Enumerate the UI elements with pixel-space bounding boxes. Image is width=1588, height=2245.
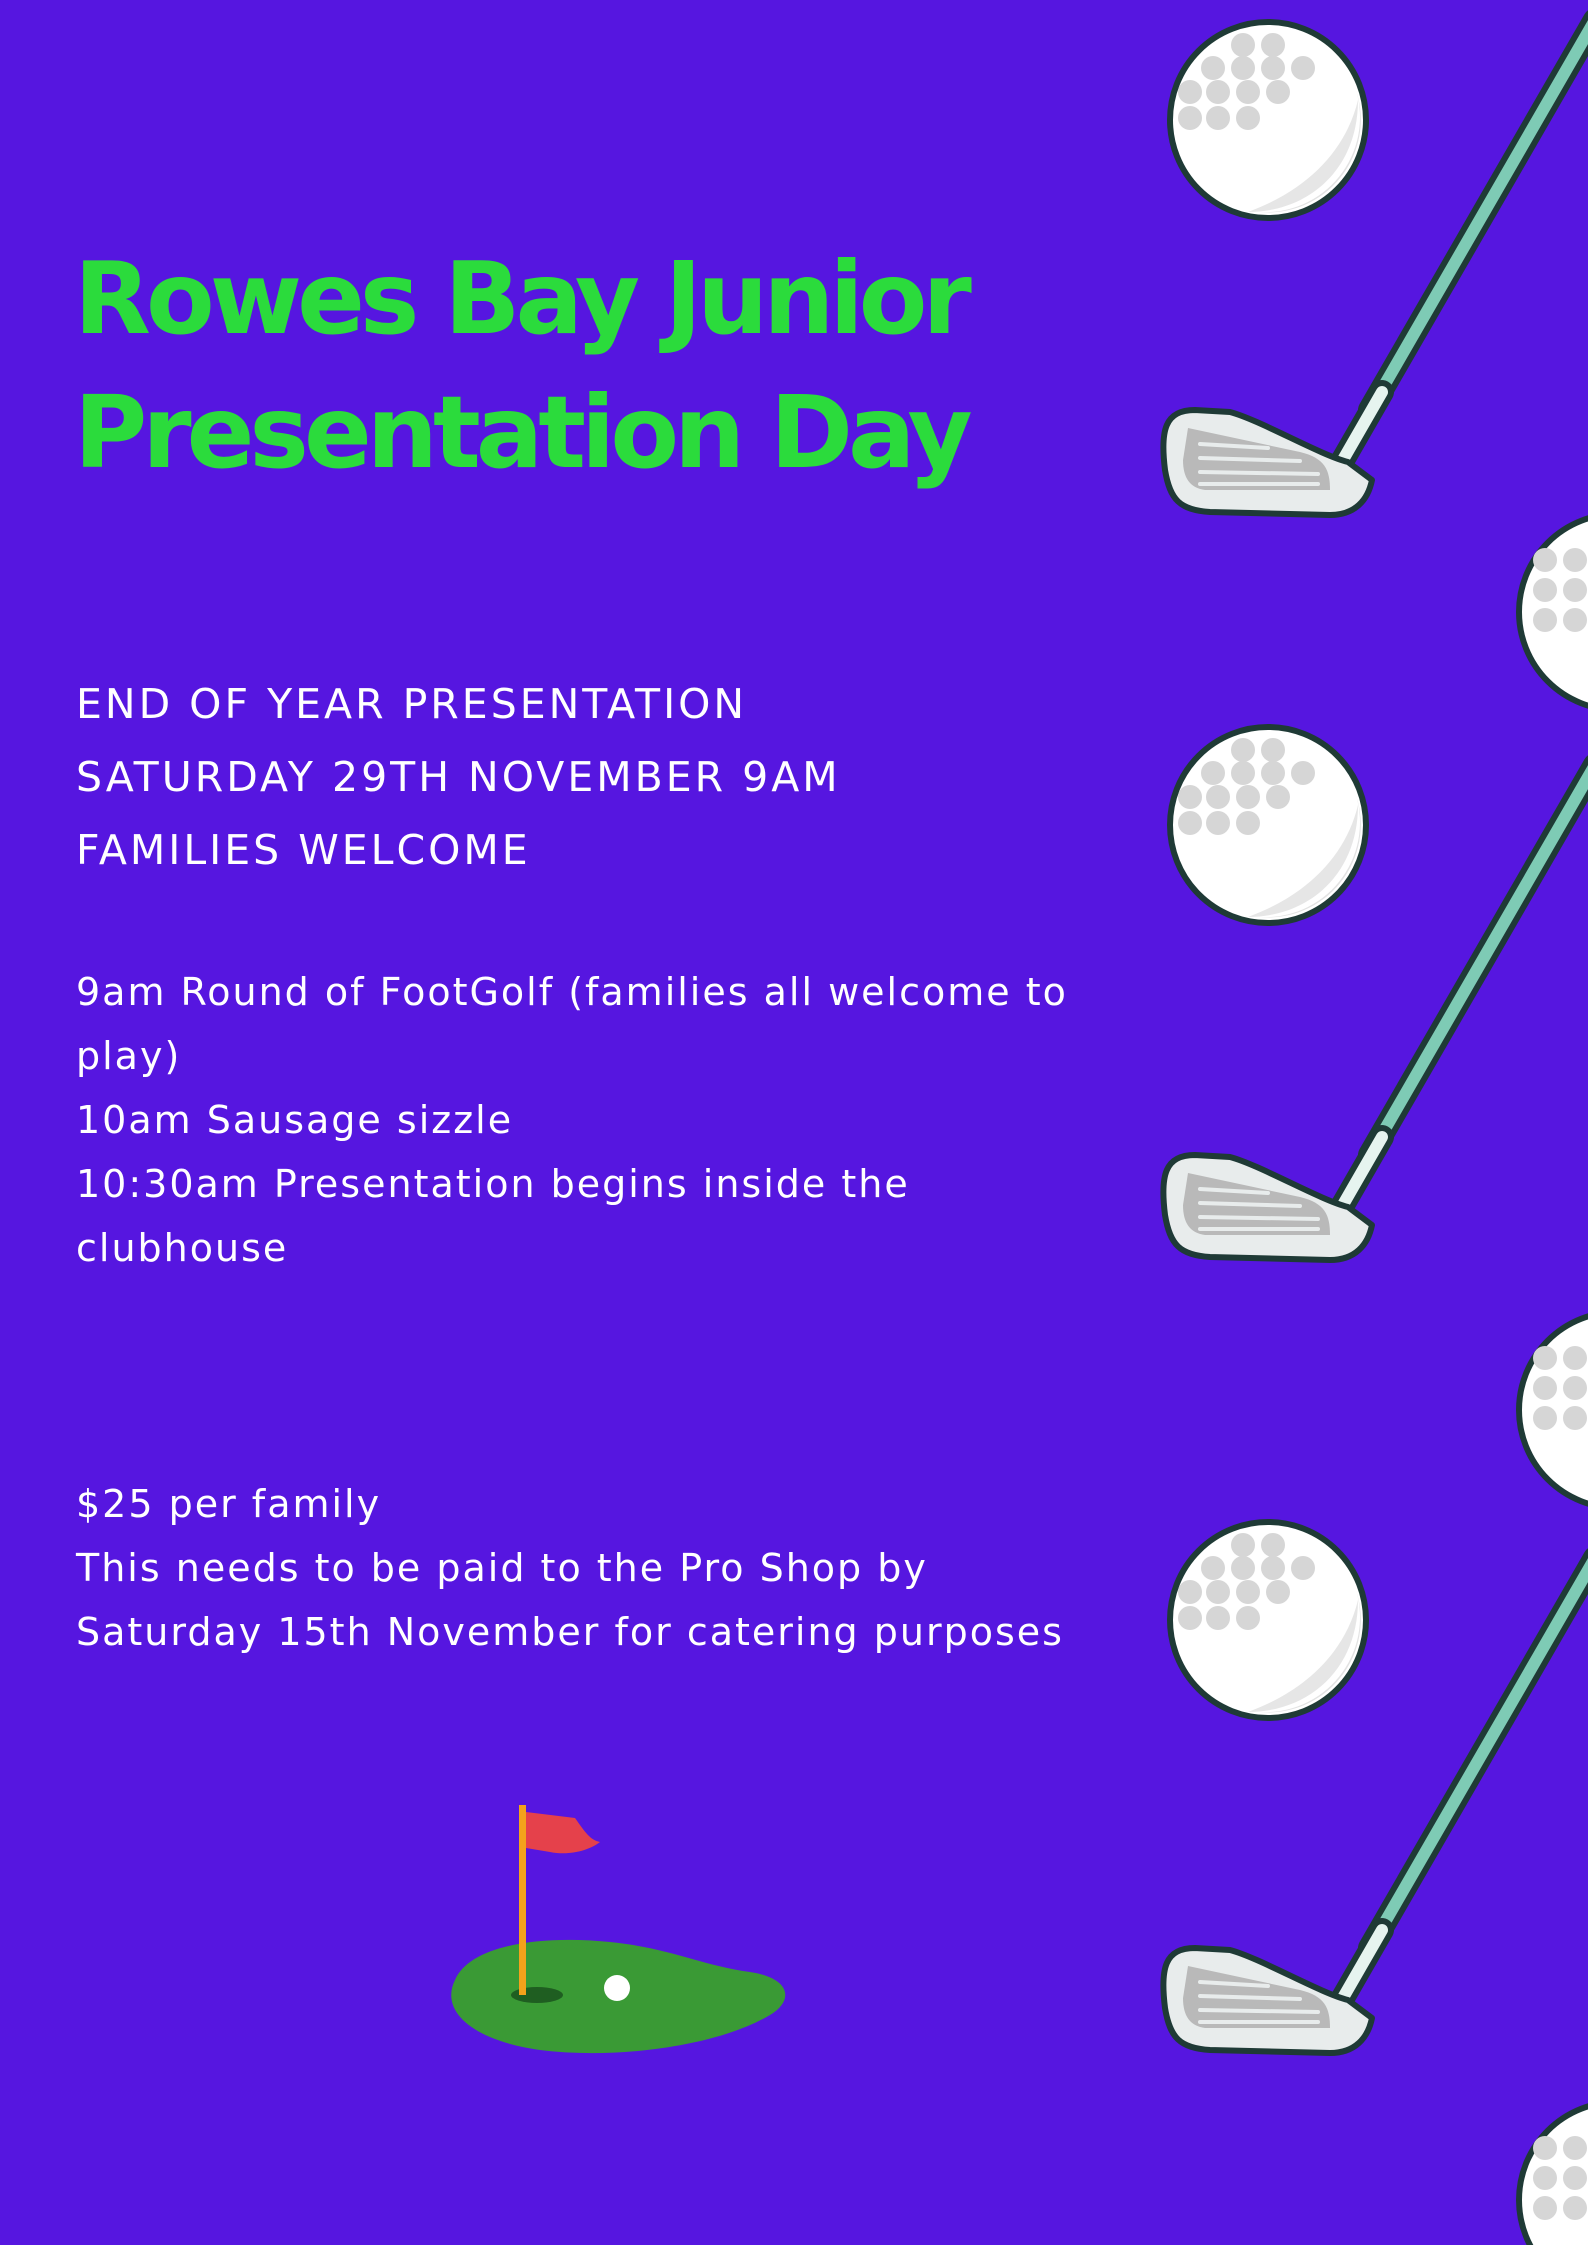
schedule-item: 10:30am Presentation begins inside the clubhouse [76, 1162, 910, 1270]
golf-club-icon [1163, 1558, 1588, 2053]
cost-info [76, 1472, 1064, 1664]
golf-ball-icon [1170, 727, 1366, 923]
golf-ball-icon [1170, 22, 1366, 218]
golf-ball-icon [1519, 2102, 1588, 2245]
event-name: END OF YEAR PRESENTATION [76, 680, 748, 728]
title-line-2: Presentation Day [74, 374, 968, 491]
poster-title [74, 232, 968, 500]
schedule-list [76, 960, 1136, 1280]
event-details [76, 668, 841, 887]
schedule-item: 9am Round of FootGolf (families all welcome to play) [76, 970, 1068, 1078]
golf-ball-icon [1519, 1312, 1588, 1508]
golf-club-icon [1163, 20, 1588, 515]
golf-ball-icon [1170, 1522, 1366, 1718]
event-note: FAMILIES WELCOME [76, 826, 531, 874]
payment-text-line-1: This needs to be paid to the Pro Shop by [76, 1546, 928, 1590]
golf-club-icon [1163, 765, 1588, 1260]
golf-green-flag-icon [451, 1805, 785, 2053]
schedule-item: 10am Sausage sizzle [76, 1098, 514, 1142]
payment-text-line-2: Saturday 15th November for catering purposes [76, 1610, 1064, 1654]
golf-ball-icon [1519, 514, 1588, 710]
title-line-1: Rowes Bay Junior [74, 240, 967, 357]
event-date: SATURDAY 29TH NOVEMBER 9AM [76, 753, 841, 801]
price-text: $25 per family [76, 1482, 382, 1526]
